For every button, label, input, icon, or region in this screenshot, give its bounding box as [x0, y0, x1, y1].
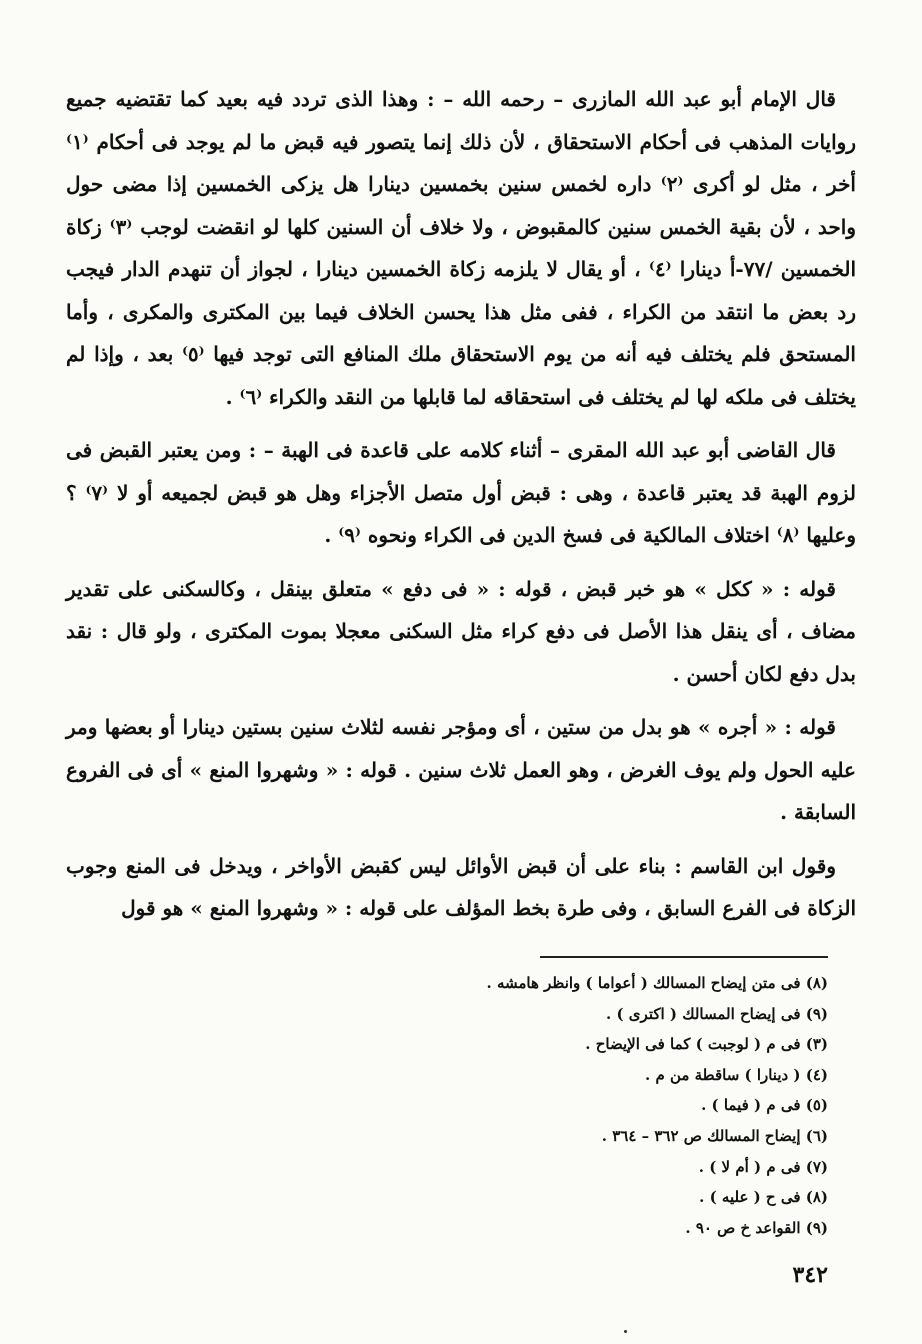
- paragraph-1: قال الإمام أبو عبد الله المازرى – رحمه الله – : وهذا الذى تردد فيه بعيد كما تقتضيه جميع روايات المذهب فى أحكام الاستحقاق ، لأن ذلك إنما يتصور فيه قبض ما لم يوجد فى أحكام ⁽١⁾ أخر ، مثل لو أكرى ⁽٢⁾ داره لخمس سنين بخمسين دينارا هل يزكى الخمسين إذا مضى حول واحد ، لأن بقية الخمس سنين كالمقبوض ، ولا خلاف أن السنين كلها لو انقضت لوجب ⁽٣⁾ زكاة الخمسين /٧٧-أ دينارا ⁽٤⁾ ، أو يقال لا يلزمه زكاة الخمسين دينارا ، لجواز أن تنهدم الدار فيجب رد بعض ما انتقد من الكراء ، ففى مثل هذا يحسن الخلاف فيما بين المكترى والمكرى ، وأما المستحق فلم يختلف فيه أنه من يوم الاستحقاق ملك المنافع التى توجد فيها ⁽٥⁾ بعد ، وإذا لم يختلف فى ملكه لها لم يختلف فى استحقاقه لما قابلها من النقد والكراء ⁽٦⁾ .: [66, 87, 857, 409]
- footnote: (٣) فى م ( لوجبت ) كما فى الإيضاح .: [585, 1035, 828, 1054]
- page-number: ٣٤٢: [792, 1262, 828, 1288]
- main-text: [66, 78, 856, 930]
- footnotes: [300, 968, 828, 1243]
- scan-speck: [624, 1330, 627, 1333]
- footnote: (٩) فى إيضاح المسالك ( اكترى ) .: [606, 1004, 828, 1023]
- footnote: (٨) فى متن إيضاح المسالك ( أعواما ) وانظر هامشه .: [486, 974, 828, 992]
- footnote: (٧) فى م ( أم لا ) .: [698, 1157, 828, 1176]
- footnote: (٤) ( دينارا ) ساقطة من م .: [645, 1065, 828, 1084]
- paragraph-5: وقول ابن القاسم : بناء على أن قبض الأوائل ليس كقبض الأواخر ، ويدخل فى المنع وجوب الزكاة فى الفرع السابق ، وفى طرة بخط المؤلف على قوله : « وشهروا المنع » هو قول: [66, 853, 856, 920]
- footnote: (٩) القواعد خ ص ٩٠ .: [685, 1218, 828, 1237]
- footnote: (٥) فى م ( فيما ) .: [701, 1096, 828, 1115]
- footnote-divider: [540, 956, 828, 958]
- paragraph-2: قال القاضى أبو عبد الله المقرى – أثناء كلامه على قاعدة فى الهبة – : ومن يعتبر القبض فى لزوم الهبة قد يعتبر قاعدة ، وهى : قبض أول متصل الأجزاء وهل هو قبض لجميعه أو لا ⁽٧⁾ ؟ وعليها ⁽٨⁾ اختلاف المالكية فى فسخ الدين فى الكراء ونحوه ⁽٩⁾ .: [66, 438, 856, 547]
- footnote: (٦) إيضاح المسالك ص ٣٦٢ – ٣٦٤ .: [601, 1126, 828, 1145]
- footnote: (٨) فى ح ( عليه ) .: [699, 1188, 828, 1207]
- paragraph-4: قوله : « أجره » هو بدل من ستين ، أى ومؤجر نفسه لثلاث سنين بستين دينارا أو بعضها ومر عليه الحول ولم يوف الغرض ، وهو العمل ثلاث سنين . قوله : « وشهروا المنع » أى فى الفروع السابقة .: [66, 715, 856, 824]
- paragraph-3: قوله : « ككل » هو خبر قبض ، قوله : « فى دفع » متعلق بينقل ، وكالسكنى على تقدير مضاف ، أى ينقل هذا الأصل فى دفع كراء مثل السكنى معجلا بموت المكترى ، ولو قال : نقد بدل دفع لكان أحسن .: [66, 576, 856, 686]
